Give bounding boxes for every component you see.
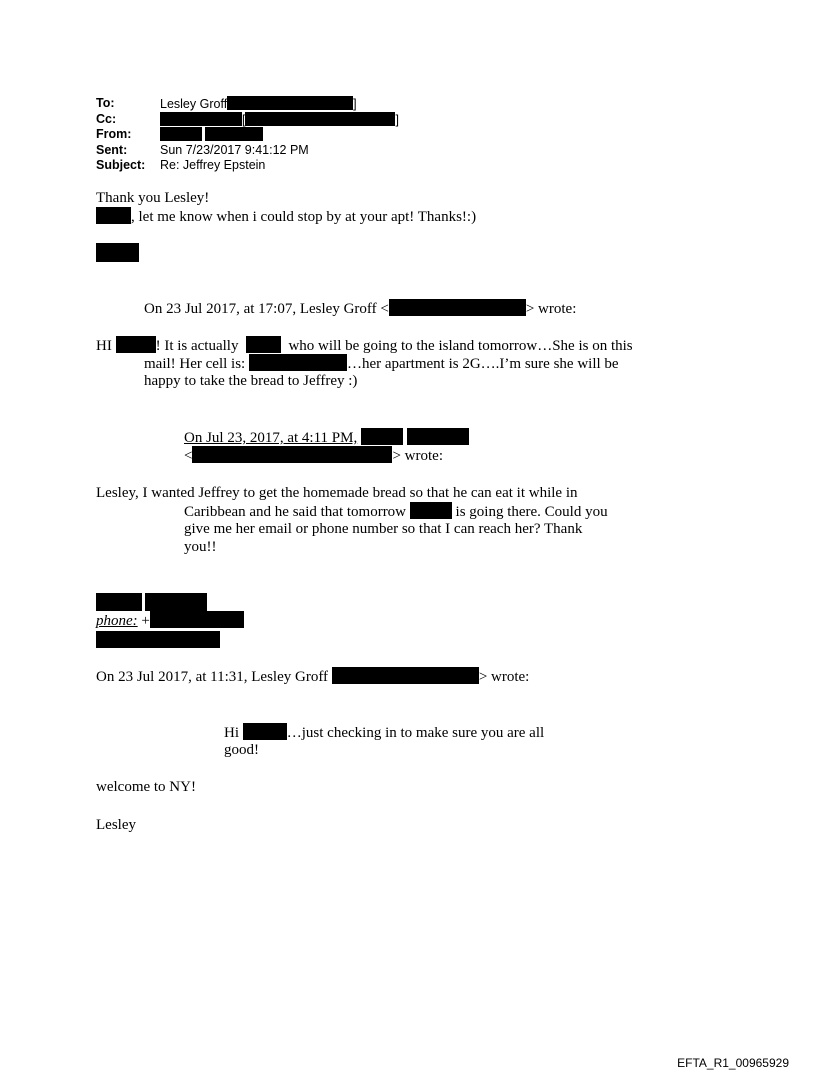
redaction-block: [410, 502, 452, 519]
quote2-attribution-2: [184, 446, 443, 465]
quote1-line-3: happy to take the bread to Jeffrey :): [144, 373, 358, 389]
redaction-block: [245, 112, 395, 126]
message-line-2b: is going there. Could you: [455, 504, 608, 520]
cc-bracket-open: [: [242, 112, 246, 127]
redaction-block: [332, 667, 479, 684]
closing-name: Lesley: [96, 817, 136, 833]
quote1-hi: HI: [96, 338, 112, 354]
closing-welcome: welcome to NY!: [96, 779, 196, 795]
redaction-block: [246, 336, 281, 353]
sent-value: Sun 7/23/2017 9:41:12 PM: [160, 142, 309, 157]
sent-label: Sent:: [96, 142, 128, 157]
quote1-line-2: [144, 354, 619, 373]
document-id: EFTA_R1_00965929: [677, 1056, 789, 1070]
redaction-block: [150, 611, 244, 628]
quote3-attr-post: > wrote:: [478, 669, 530, 685]
message-line-2a: Caribbean and he said that tomorrow: [184, 504, 407, 520]
message-line-2: [184, 502, 608, 521]
redaction-block: [389, 299, 526, 316]
quote1-attribution-pre: On 23 Jul 2017, at 17:07, Lesley Groff <: [144, 301, 389, 317]
subject-label: Subject:: [96, 158, 146, 172]
quote1-attribution: [144, 299, 576, 318]
redaction-block: [243, 723, 287, 740]
redaction-block: [145, 593, 207, 611]
quote3-line-2: good!: [224, 742, 259, 758]
redaction-block: [249, 354, 347, 371]
cc-value: [160, 112, 399, 129]
reply-line-2: [96, 207, 476, 226]
quote3-hi: Hi: [224, 725, 239, 741]
redaction-block: [407, 428, 469, 445]
redaction-block: [96, 207, 131, 224]
cc-bracket-close: ]: [395, 112, 399, 127]
quote1-line-1: [96, 336, 633, 355]
message-line-1: Lesley, I wanted Jeffrey to get the homemade bread so that he can eat it while in: [96, 485, 578, 501]
redaction-block: [116, 336, 156, 353]
reply-line-1: Thank you Lesley!: [96, 190, 210, 206]
quote3-attribution: [96, 667, 529, 686]
phone-plus: +: [141, 613, 150, 629]
message-line-3: give me her email or phone number so that I can reach her? Thank: [184, 521, 583, 537]
redaction-block: [205, 127, 263, 141]
redaction-block: [96, 593, 142, 611]
from-label: From:: [96, 127, 132, 141]
cc-label: Cc:: [96, 111, 117, 126]
quote3-attr-pre: On 23 Jul 2017, at 11:31, Lesley Groff: [96, 669, 329, 685]
quote3-line-1: [224, 723, 544, 742]
quote1-attribution-post: > wrote:: [525, 301, 577, 317]
redaction-block: [192, 446, 392, 463]
phone-label: phone:: [96, 613, 138, 629]
quote2-attr-1: On Jul 23, 2017, at 4:11 PM,: [184, 430, 358, 446]
quote1-text-2: who will be going to the island tomorrow…She is on this: [288, 338, 633, 354]
message-line-4: you!!: [184, 539, 217, 555]
subject-value: Re: Jeffrey Epstein: [160, 158, 266, 172]
quote1-text-4: …her apartment is 2G….I’m sure she will be: [346, 356, 619, 372]
redaction-block: [96, 631, 220, 648]
quote1-text-1: ! It is actually: [155, 338, 239, 354]
redaction-block: [227, 96, 353, 110]
signature-phone: [96, 611, 244, 630]
reply-line-2-text: , let me know when i could stop by at your apt! Thanks!:): [131, 209, 477, 225]
quote2-attr-2-pre: <: [184, 448, 193, 464]
to-label: To:: [96, 96, 115, 110]
from-value: [160, 127, 263, 144]
redaction-block: [160, 127, 202, 141]
quote2-attribution-1: [184, 428, 469, 447]
quote1-text-3: mail! Her cell is:: [144, 356, 246, 372]
to-bracket: ]: [353, 97, 357, 111]
quote2-attr-2-post: > wrote:: [392, 448, 443, 464]
to-value: [160, 96, 357, 113]
quote3-text-1: …just checking in to make sure you are all: [286, 725, 545, 741]
redaction-block: [96, 243, 139, 262]
redaction-block: [361, 428, 403, 445]
to-name: Lesley Groff: [160, 97, 228, 111]
redaction-block: [160, 112, 242, 126]
